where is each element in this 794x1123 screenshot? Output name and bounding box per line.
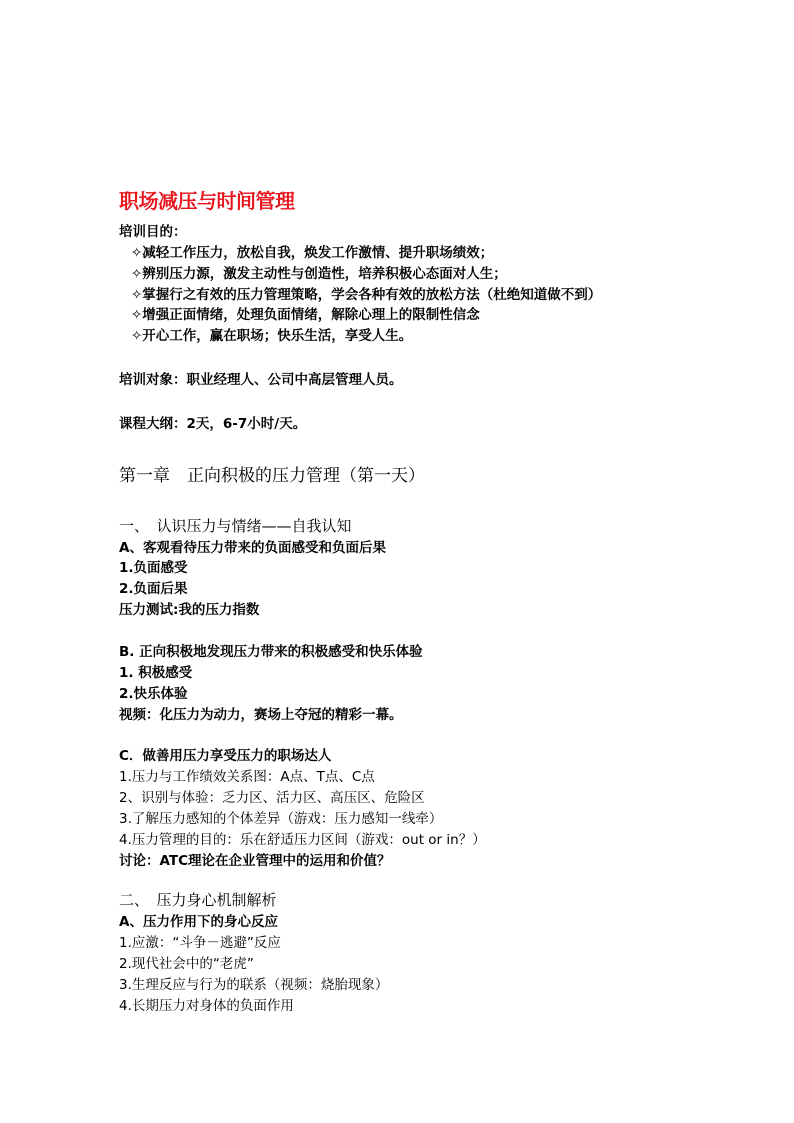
pressure-test-line: 压力测试:我的压力指数 xyxy=(119,602,260,618)
section-heading: 一、 认识压力与情绪——自我认知 xyxy=(119,517,352,535)
list-item: 4.压力管理的目的：乐在舒适压力区间（游戏：out or in？） xyxy=(119,832,486,848)
objective-item: ✧开心工作，赢在职场；快乐生活，享受人生。 xyxy=(131,328,413,344)
objective-item: ✧辨别压力源，激发主动性与创造性，培养积极心态面对人生； xyxy=(131,266,507,282)
objective-item: ✧掌握行之有效的压力管理策略，学会各种有效的放松方法（杜绝知道做不到） xyxy=(131,287,602,303)
part-heading: A、客观看待压力带来的负面感受和负面后果 xyxy=(119,540,386,556)
list-item: 4.长期压力对身体的负面作用 xyxy=(119,998,294,1014)
outline-line: 课程大纲：2天，6-7小时/天。 xyxy=(119,416,307,432)
list-item: 2.快乐体验 xyxy=(119,686,188,702)
list-item: 1.压力与工作绩效关系图：A点、T点、C点 xyxy=(119,769,375,785)
list-item: 1.应激：“斗争－逃避”反应 xyxy=(119,935,281,951)
audience-line: 培训对象：职业经理人、公司中高层管理人员。 xyxy=(119,372,403,388)
list-item: 1.负面感受 xyxy=(119,560,188,576)
part-heading: B. 正向积极地发现压力带来的积极感受和快乐体验 xyxy=(119,644,423,660)
objectives-label: 培训目的： xyxy=(119,224,187,240)
list-item: 3.生理反应与行为的联系（视频：烧胎现象） xyxy=(119,977,389,993)
part-heading: A、压力作用下的身心反应 xyxy=(119,914,278,930)
list-item: 2.现代社会中的“老虎” xyxy=(119,956,254,972)
list-item: 3.了解压力感知的个体差异（游戏：压力感知一线牵） xyxy=(119,811,443,827)
chapter-heading: 第一章 正向积极的压力管理（第一天） xyxy=(119,466,425,486)
objective-item: ✧减轻工作压力，放松自我，焕发工作激情、提升职场绩效； xyxy=(131,245,494,261)
document-title: 职场减压与时间管理 xyxy=(119,189,295,213)
discussion-line: 讨论：ATC理论在企业管理中的运用和价值？ xyxy=(119,853,391,869)
objective-item: ✧增强正面情绪，处理负面情绪，解除心理上的限制性信念 xyxy=(131,307,480,323)
list-item: 1. 积极感受 xyxy=(119,665,193,681)
list-item: 2、识别与体验：乏力区、活力区、高压区、危险区 xyxy=(119,790,425,806)
list-item: 2.负面后果 xyxy=(119,581,188,597)
video-line: 视频：化压力为动力，赛场上夺冠的精彩一幕。 xyxy=(119,707,403,723)
part-heading: C．做善用压力享受压力的职场达人 xyxy=(119,748,332,764)
section-heading: 二、 压力身心机制解析 xyxy=(119,891,277,909)
